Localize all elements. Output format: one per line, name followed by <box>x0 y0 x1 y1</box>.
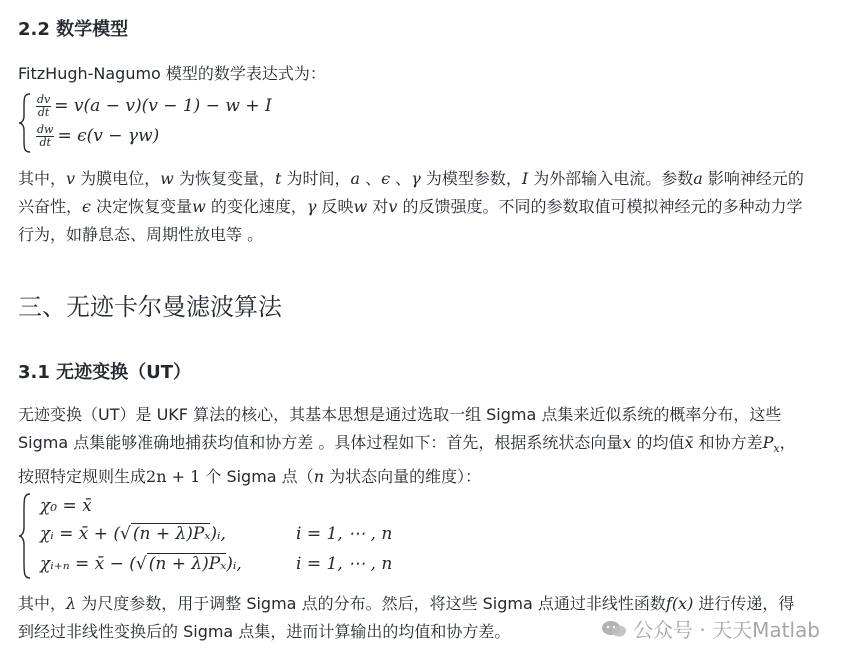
parameters-paragraph <box>18 165 808 249</box>
text-run: 对 <box>367 197 389 216</box>
math-gamma: γ <box>411 169 421 188</box>
index-range: i = 1, ⋯ , n <box>296 524 393 544</box>
sigma-equation-system <box>18 492 438 580</box>
text-run: 个 Sigma 点（ <box>200 467 314 487</box>
text-run: 的均值 <box>631 433 685 452</box>
math-x: x <box>622 433 632 452</box>
fraction-denominator: dt <box>37 106 50 119</box>
intro-text: FitzHugh-Nagumo 模型的数学表达式为： <box>18 64 326 83</box>
fhn-equation-1 <box>36 94 272 119</box>
left-brace-icon <box>18 92 32 154</box>
text-run: 决定恢复变量 <box>90 197 193 216</box>
text-run: 、 <box>360 169 382 188</box>
text-run: 为外部输入电流。参数 <box>528 169 694 188</box>
equation-part: χᵢ₊ₙ = x̄ − ( <box>40 554 136 574</box>
text-run: 反映 <box>316 197 354 216</box>
math-a: a <box>693 169 703 188</box>
wechat-icon <box>601 619 627 639</box>
sqrt-term: (n + λ)Pₓ <box>148 554 227 574</box>
text-run: 、 <box>390 169 412 188</box>
watermark <box>601 614 820 643</box>
text-run: 无迹变换（UT）是 UKF 算法的核心，其基本思想是通过选取一组 Sigma 点集来近似系统的概率分布，这些 Sigma 点集能够准确地捕获均值和协方差 。具体过程如下：首先，根据系统状态向量 <box>18 405 782 452</box>
math-P-x <box>762 433 780 456</box>
text-run: 进行传递，得到经过非线性变换后的 Sigma 点集，进而计算输出的均值和协方差。 <box>18 594 795 641</box>
math-subscript: x <box>773 442 780 456</box>
fraction-denominator: dt <box>39 136 51 149</box>
text-run: 为恢复变量， <box>173 169 275 188</box>
math-w: w <box>192 197 206 216</box>
math-w: w <box>353 197 368 216</box>
equation-1-rhs: = v(a − v)(v − 1) − w + I <box>54 96 272 116</box>
sigma-equation-2: χᵢ = x̄ + (√ (n + λ)Pₓ)ᵢ, i = 1, ⋯ , n <box>40 524 393 544</box>
text-run: 的变化速度， <box>205 197 307 216</box>
sigma-equation-1: χ₀ = x̄ <box>40 496 92 516</box>
section-3-1-heading: 3.1 无迹变换（UT） <box>18 362 192 383</box>
section-3-heading: 三、无迹卡尔曼滤波算法 <box>18 293 282 321</box>
fhn-equation-system <box>18 92 338 154</box>
text-run: 为模型参数， <box>420 169 522 188</box>
math-f-of-x: f(x) <box>665 594 694 613</box>
section-2-2-heading: 2.2 数学模型 <box>18 19 129 40</box>
math-epsilon: ϵ <box>381 169 391 188</box>
equation-part: χᵢ = x̄ + ( <box>40 524 121 544</box>
equation-2-rhs: = ϵ(v − γw) <box>57 126 160 146</box>
text-run: ，按照特定规则生成 <box>18 433 796 487</box>
watermark-text: 公众号 · 天天Matlab <box>633 618 820 642</box>
text-run: 为时间， <box>281 169 351 188</box>
text-run: 的反馈强度。不同的参数取值可模拟神经元的多种动力学行为，如静息态、周期性放电等 。 <box>18 197 803 244</box>
text-run: 为状态向量的维度）： <box>324 467 482 487</box>
math-v: v <box>388 197 398 216</box>
fraction-numerator: dv <box>37 93 51 106</box>
math-2n-plus-1: 2n + 1 <box>146 467 201 487</box>
math-P: P <box>762 433 774 452</box>
sigma-equation-3: χᵢ₊ₙ = x̄ − (√ (n + λ)Pₓ)ᵢ, i = 1, ⋯ , n <box>40 554 393 574</box>
dw-dt-fraction <box>36 124 54 149</box>
sqrt-term: (n + λ)Pₓ <box>132 524 211 544</box>
fraction-numerator: dw <box>37 123 54 136</box>
left-brace-icon <box>18 492 32 580</box>
text-run: 为膜电位， <box>75 169 161 188</box>
text-run: 其中， <box>18 594 67 613</box>
equation-part: )ᵢ, <box>210 524 226 544</box>
math-lambda: λ <box>66 594 77 613</box>
equation-part: )ᵢ, <box>226 554 242 574</box>
math-epsilon: ϵ <box>82 197 91 216</box>
text-run: 为尺度参数，用于调整 Sigma 点的分布。然后，将这些 Sigma 点通过非线性函数 <box>76 594 666 613</box>
math-a: a <box>350 169 361 188</box>
math-n: n <box>313 467 324 487</box>
text-run: 和协方差 <box>693 433 763 452</box>
math-I: I <box>521 169 529 188</box>
index-range: i = 1, ⋯ , n <box>296 554 393 574</box>
ut-paragraph <box>18 401 808 491</box>
dv-dt-fraction <box>36 94 51 119</box>
math-x-bar: x̄ <box>684 433 694 452</box>
math-gamma: γ <box>306 197 317 216</box>
text-run: 影响神经元的兴奋性， <box>18 169 804 216</box>
text-run: 其中， <box>18 169 67 188</box>
math-t: t <box>274 169 282 188</box>
fhn-equation-2 <box>36 124 159 149</box>
math-v: v <box>66 169 76 188</box>
math-w: w <box>160 169 174 188</box>
